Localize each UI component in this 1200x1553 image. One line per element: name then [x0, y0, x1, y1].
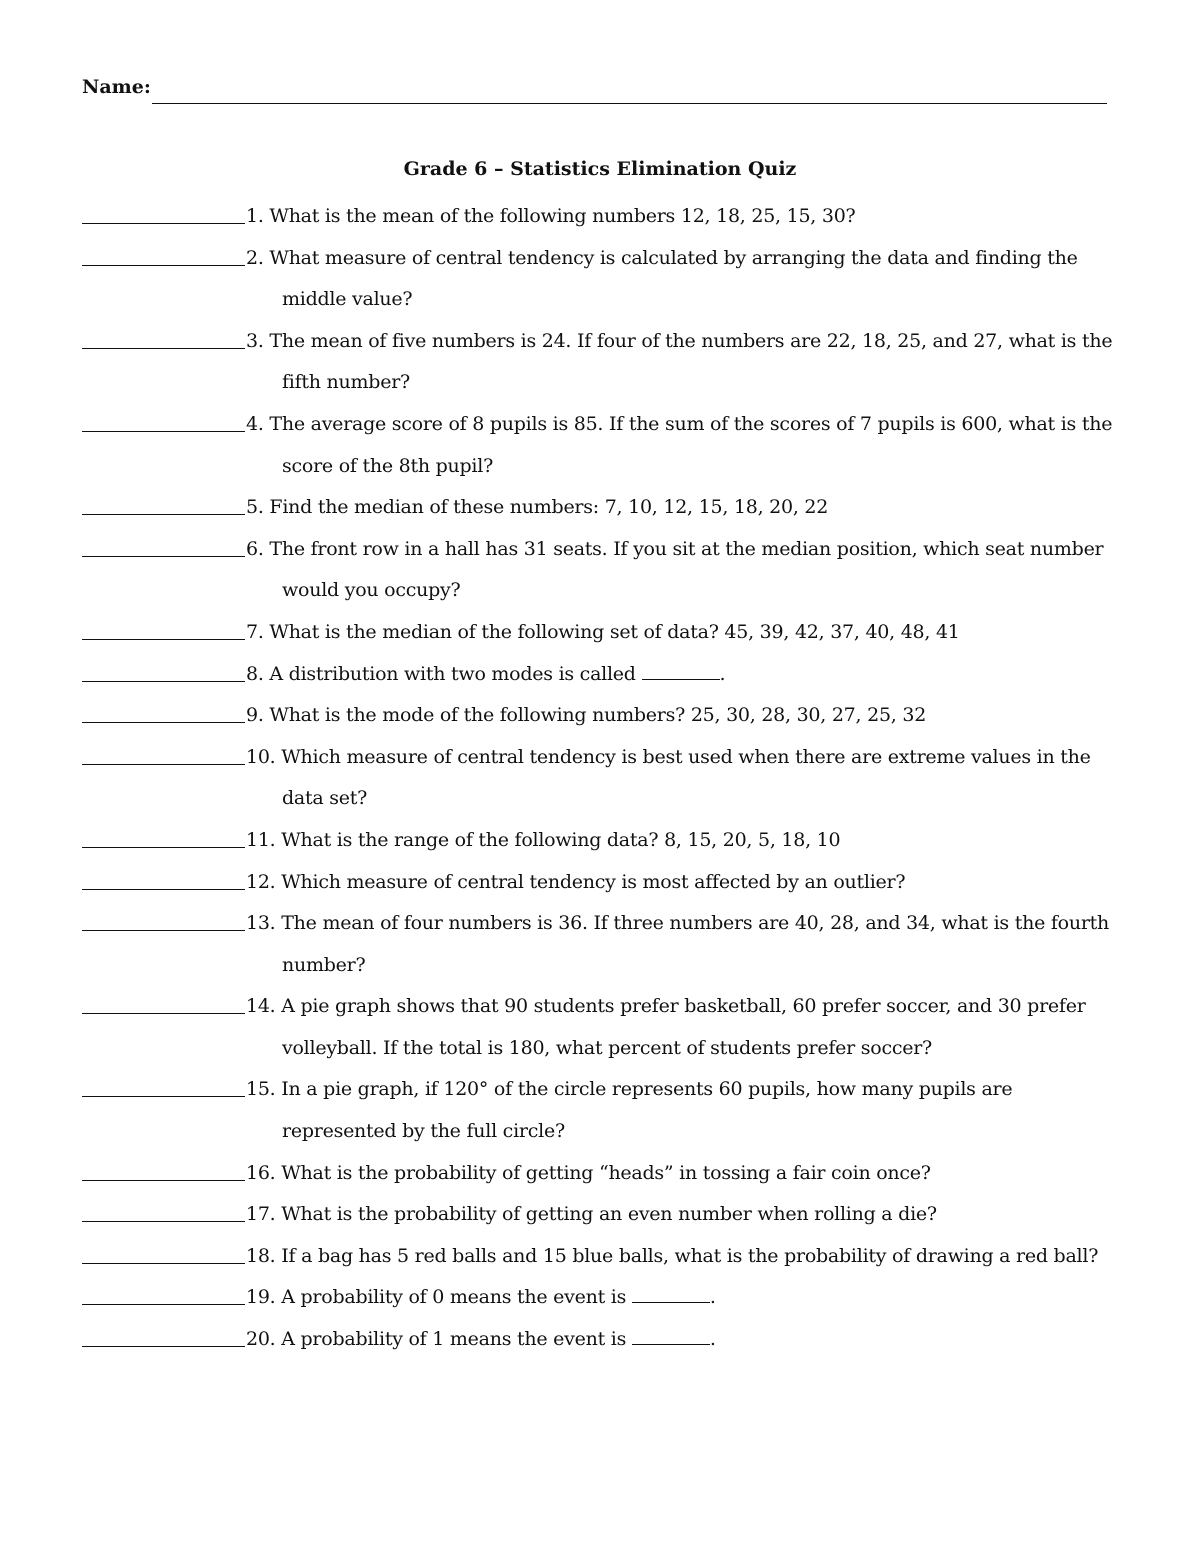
question-item — [82, 612, 1132, 654]
question-text-main: 16. What is the probability of getting “heads” in tossing a fair coin once? — [246, 1161, 931, 1184]
question-text — [246, 1319, 1132, 1361]
question-text-main: 19. A probability of 0 means the event is — [246, 1286, 627, 1309]
answer-blank[interactable] — [82, 321, 245, 349]
answer-blank[interactable] — [82, 238, 245, 266]
inline-answer-blank[interactable] — [632, 1282, 710, 1303]
question-text — [246, 1194, 1132, 1236]
question-text-main: 8. A distribution with two modes is called — [246, 662, 636, 685]
question-text — [246, 1153, 1132, 1195]
question-text — [246, 1069, 1132, 1152]
question-text-end: . — [709, 1286, 716, 1309]
question-text — [246, 321, 1132, 404]
question-text — [246, 196, 1132, 238]
question-text-main: 7. What is the median of the following set of data? 45, 39, 42, 37, 40, 48, 41 — [246, 620, 960, 643]
answer-blank[interactable] — [82, 903, 245, 931]
question-text-main: 1. What is the mean of the following numbers 12, 18, 25, 15, 30? — [246, 205, 856, 227]
question-item — [82, 737, 1132, 820]
question-text — [246, 487, 1132, 529]
question-text — [246, 404, 1132, 487]
question-item — [82, 1319, 1132, 1361]
answer-blank[interactable] — [82, 820, 245, 848]
question-text-main: 11. What is the range of the following data? 8, 15, 20, 5, 18, 10 — [246, 828, 841, 851]
question-text-main: 5. Find the median of these numbers: 7, 10, 12, 15, 18, 20, 22 — [246, 496, 829, 519]
question-list — [82, 196, 1132, 1361]
inline-answer-blank[interactable] — [632, 1324, 710, 1345]
question-text — [246, 1236, 1132, 1278]
question-text-main: 3. The mean of five numbers is 24. If four of the numbers are 22, 18, 25, and 27, what is the fifth number? — [246, 329, 1113, 394]
question-item — [82, 1277, 1132, 1319]
question-item — [82, 695, 1132, 737]
answer-blank[interactable] — [82, 654, 245, 682]
question-text — [246, 612, 1132, 654]
question-text — [246, 238, 1132, 321]
question-text-main: 10. Which measure of central tendency is best used when there are extreme values in the data set? — [246, 745, 1091, 810]
question-text — [246, 986, 1132, 1069]
answer-blank[interactable] — [82, 986, 245, 1014]
question-text — [246, 529, 1132, 612]
question-text — [246, 654, 1132, 696]
question-item — [82, 862, 1132, 904]
question-item — [82, 321, 1132, 404]
answer-blank[interactable] — [82, 862, 245, 890]
question-text-main: 18. If a bag has 5 red balls and 15 blue balls, what is the probability of drawing a red ball? — [246, 1244, 1099, 1267]
question-text — [246, 862, 1132, 904]
question-item — [82, 986, 1132, 1069]
question-text-main: 20. A probability of 1 means the event is — [246, 1328, 627, 1351]
answer-blank[interactable] — [82, 196, 245, 224]
name-line — [82, 70, 1107, 104]
answer-blank[interactable] — [82, 487, 245, 515]
name-label: Name: — [82, 76, 151, 98]
question-text-main: 6. The front row in a hall has 31 seats. If you sit at the median position, which seat number would you occupy? — [246, 537, 1104, 602]
question-text — [246, 820, 1132, 862]
answer-blank[interactable] — [82, 1277, 245, 1305]
answer-blank[interactable] — [82, 612, 245, 640]
question-item — [82, 1069, 1132, 1152]
question-text-main: 15. In a pie graph, if 120° of the circle represents 60 pupils, how many pupils are represented by the full circle? — [246, 1078, 1013, 1143]
question-item — [82, 1153, 1132, 1195]
question-text-end: . — [709, 1328, 716, 1351]
question-item — [82, 404, 1132, 487]
question-text-main: 17. What is the probability of getting an even number when rolling a die? — [246, 1203, 937, 1226]
question-item — [82, 1236, 1132, 1278]
question-text-main: 9. What is the mode of the following numbers? 25, 30, 28, 30, 27, 25, 32 — [246, 704, 927, 727]
question-text-main: 13. The mean of four numbers is 36. If three numbers are 40, 28, and 34, what is the fourth number? — [246, 912, 1110, 976]
answer-blank[interactable] — [82, 737, 245, 765]
question-item — [82, 1194, 1132, 1236]
question-text — [246, 903, 1132, 986]
answer-blank[interactable] — [82, 1153, 245, 1181]
question-item — [82, 903, 1132, 986]
answer-blank[interactable] — [82, 404, 245, 432]
question-text — [246, 737, 1132, 820]
answer-blank[interactable] — [82, 695, 245, 723]
quiz-title: Grade 6 – Statistics Elimination Quiz — [403, 158, 797, 180]
question-text — [246, 695, 1132, 737]
question-item — [82, 238, 1132, 321]
question-text-main: 14. A pie graph shows that 90 students prefer basketball, 60 prefer soccer, and 30 prefer volleyball. If the total is 180, what percent of students prefer soccer? — [246, 995, 1086, 1059]
answer-blank[interactable] — [82, 1236, 245, 1264]
question-item — [82, 654, 1132, 696]
question-text — [246, 1277, 1132, 1319]
question-item — [82, 820, 1132, 862]
answer-blank[interactable] — [82, 1194, 245, 1222]
inline-answer-blank[interactable] — [642, 659, 720, 680]
question-text-main: 4. The average score of 8 pupils is 85. If the sum of the scores of 7 pupils is 600, what is the score of the 8th pupil? — [246, 412, 1113, 477]
question-item — [82, 529, 1132, 612]
question-text-end: . — [719, 662, 726, 685]
name-blank[interactable] — [152, 81, 1107, 104]
answer-blank[interactable] — [82, 1069, 245, 1097]
question-text-main: 12. Which measure of central tendency is most affected by an outlier? — [246, 870, 906, 893]
question-item — [82, 487, 1132, 529]
question-text-main: 2. What measure of central tendency is calculated by arranging the data and finding the middle value? — [246, 246, 1078, 311]
question-item — [82, 196, 1132, 238]
answer-blank[interactable] — [82, 529, 245, 557]
answer-blank[interactable] — [82, 1319, 245, 1347]
